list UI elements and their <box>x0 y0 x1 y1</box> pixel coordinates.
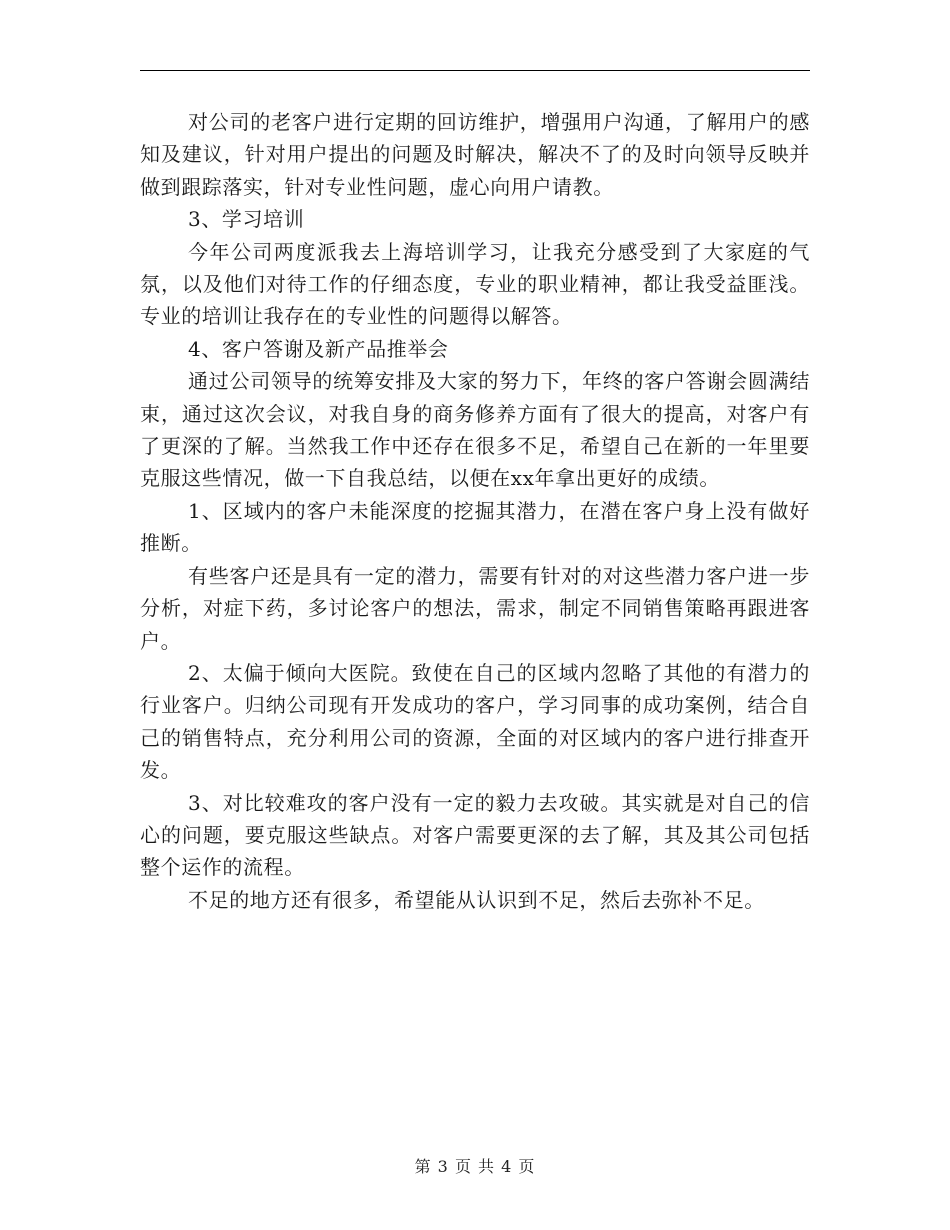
heading-study-training: 3、学习培训 <box>188 207 305 232</box>
paragraph-shortcoming-1: 1、区域内的客户未能深度的挖掘其潜力，在潜在客户身上没有做好推断。 <box>140 498 810 556</box>
document-body <box>140 106 810 916</box>
paragraph-year-end-meeting: 通过公司领导的统筹安排及大家的努力下，年终的客户答谢会圆满结束，通过这次会议，对我自身的商务修养方面有了很大的提高，对客户有了更深的了解。当然我工作中还存在很多不足，希望自己在新的一年里要克服这些情况，做一下自我总结，以便在xx年拿出更好的成绩。 <box>140 369 810 491</box>
heading-client-appreciation-meeting: 4、客户答谢及新产品推举会 <box>188 336 449 361</box>
paragraph-potential-clients: 有些客户还是具有一定的潜力，需要有针对的对这些潜力客户进一步分析，对症下药，多讨论客户的想法，需求，制定不同销售策略再跟进客户。 <box>140 563 810 653</box>
paragraph-shanghai-training: 今年公司两度派我去上海培训学习，让我充分感受到了大家庭的气氛，以及他们对待工作的仔细态度，专业的职业精神，都让我受益匪浅。专业的培训让我存在的专业性的问题得以解答。 <box>140 239 810 329</box>
paragraph-conclusion: 不足的地方还有很多，希望能从认识到不足，然后去弥补不足。 <box>188 887 765 912</box>
page-number-footer: 第 3 页 共 4 页 <box>414 1157 536 1176</box>
header-rule <box>140 70 810 71</box>
paragraph-client-follow-up: 对公司的老客户进行定期的回访维护，增强用户沟通，了解用户的感知及建议，针对用户提出的问题及时解决，解决不了的及时向领导反映并做到跟踪落实，针对专业性问题，虚心向用户请教。 <box>140 110 810 199</box>
paragraph-shortcoming-3: 3、对比较难攻的客户没有一定的毅力去攻破。其实就是对自己的信心的问题，要克服这些缺点。对客户需要更深的去了解，其及其公司包括整个运作的流程。 <box>140 790 810 880</box>
paragraph-shortcoming-2: 2、太偏于倾向大医院。致使在自己的区域内忽略了其他的有潜力的行业客户。归纳公司现有开发成功的客户，学习同事的成功案例，结合自己的销售特点，充分利用公司的资源，全面的对区域内的客户进行排查开发。 <box>140 660 810 783</box>
